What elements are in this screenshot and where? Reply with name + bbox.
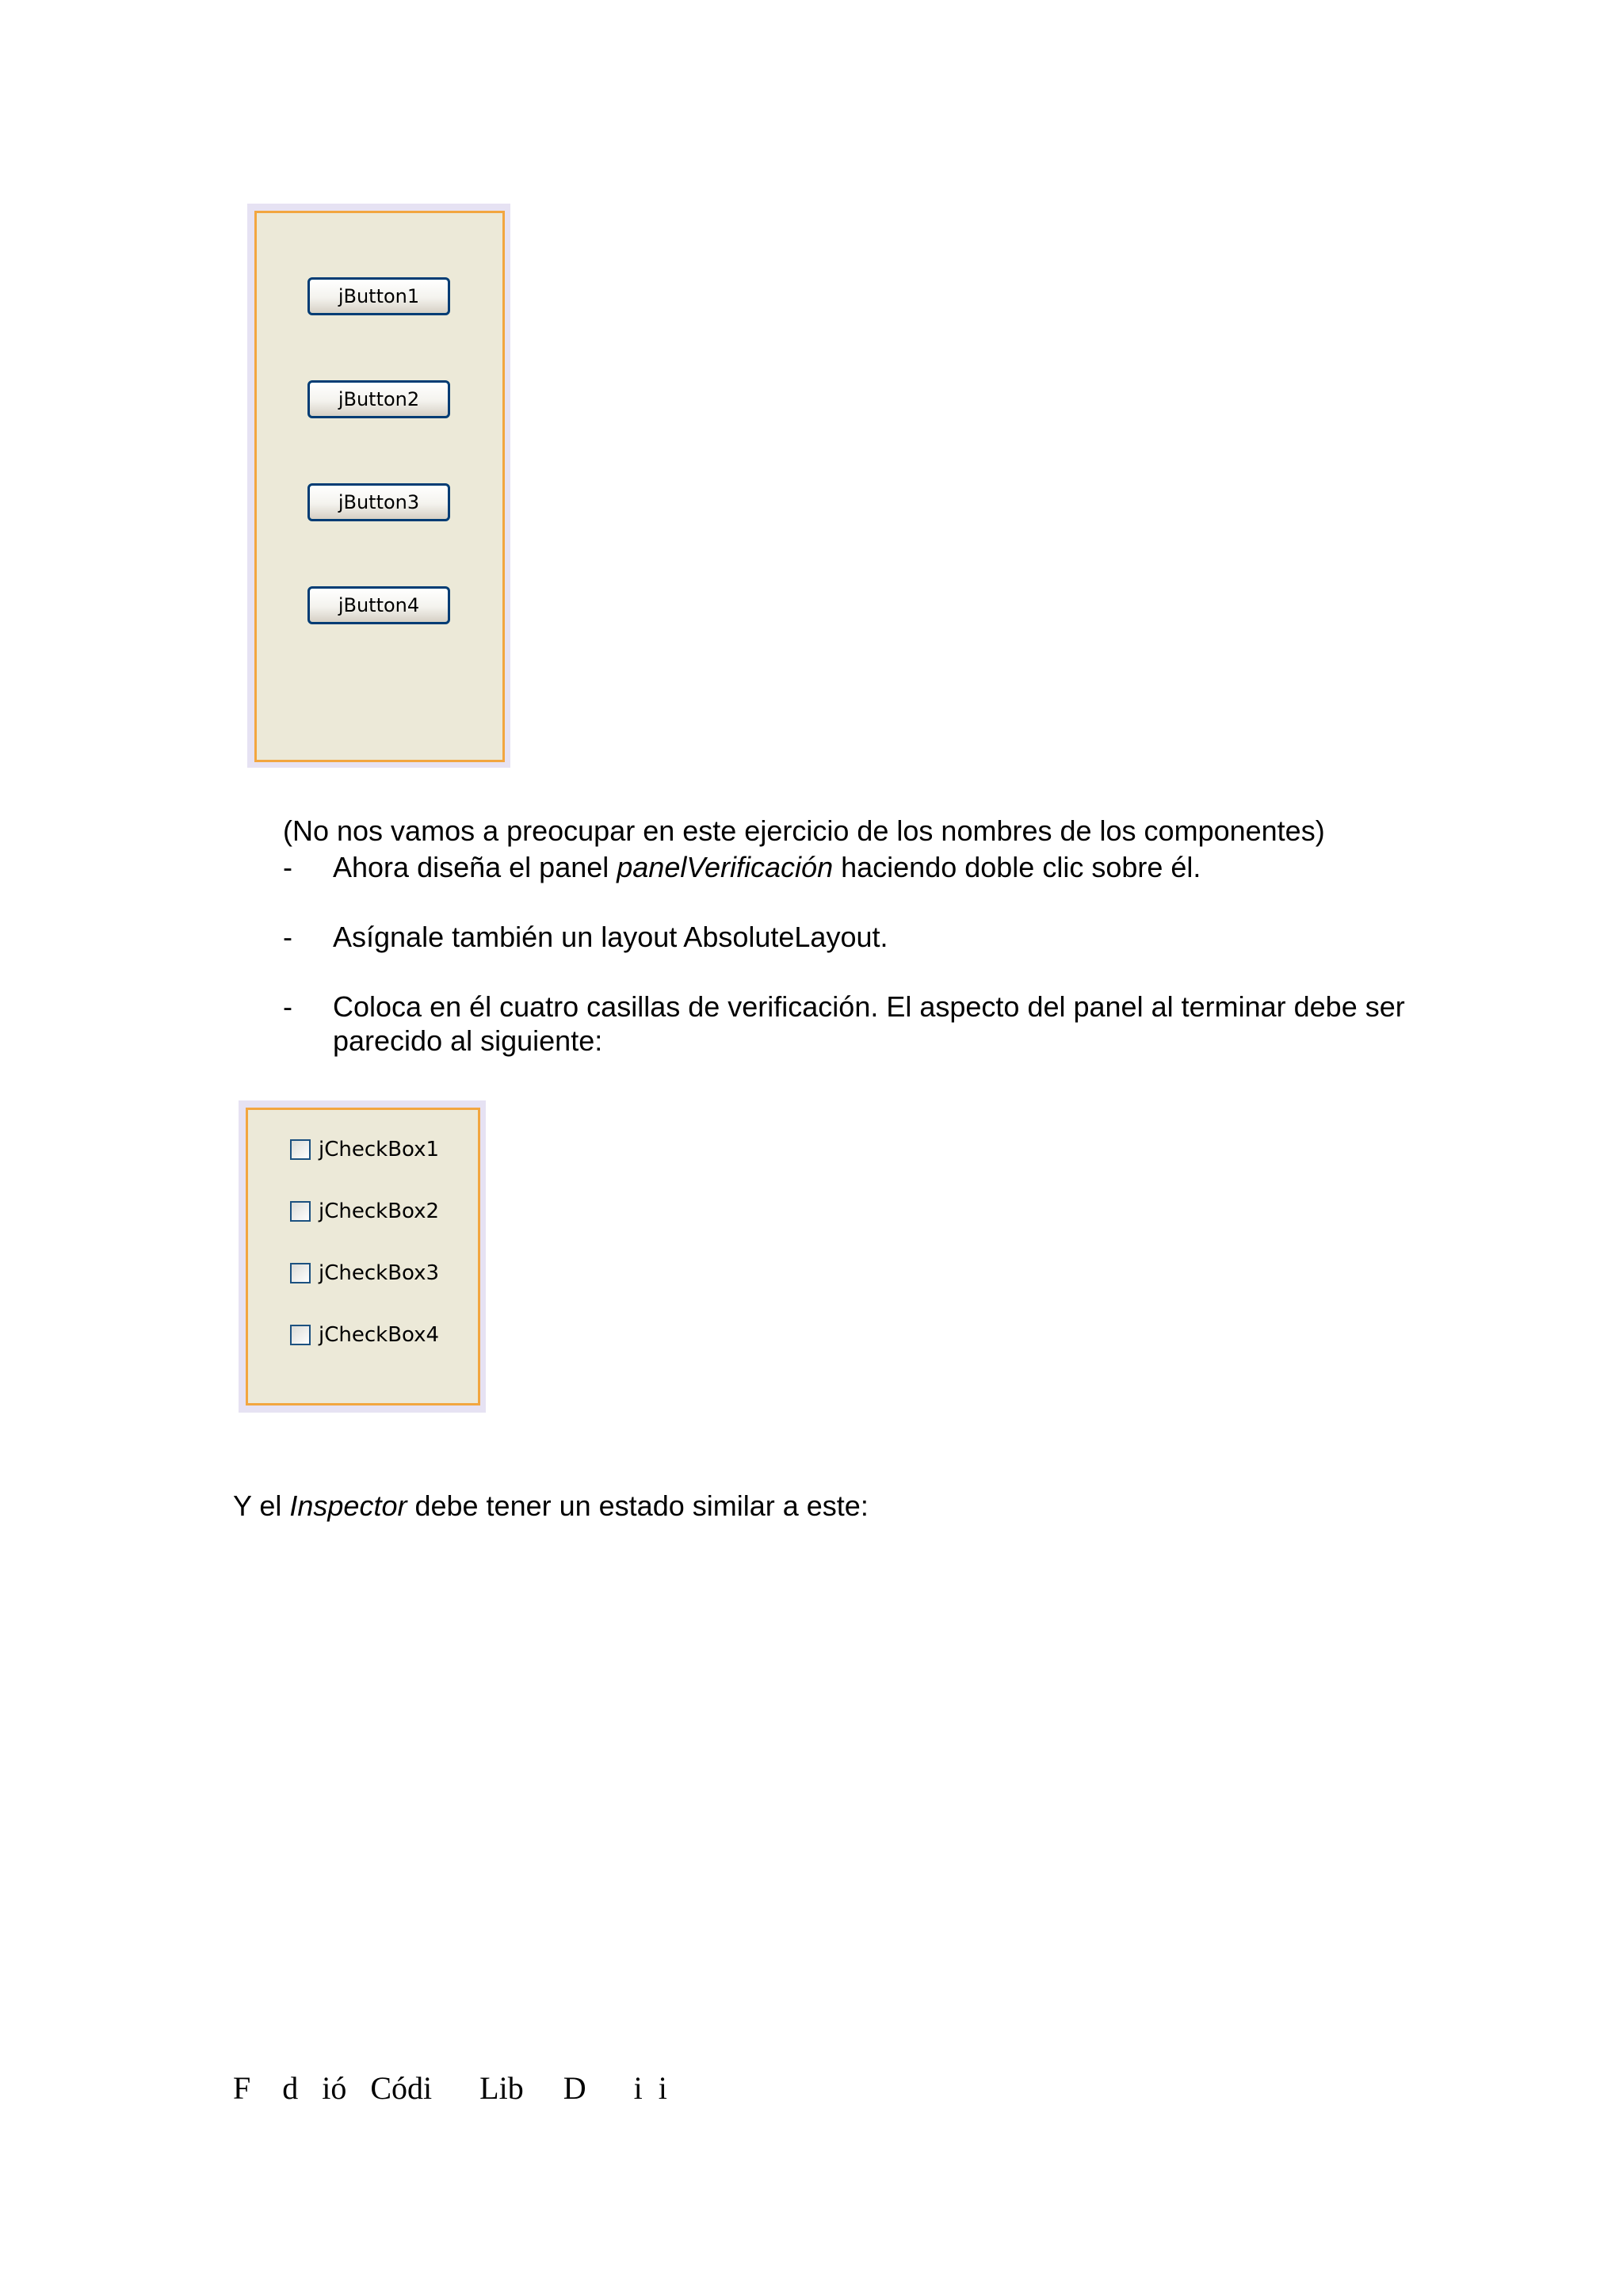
buttons-panel	[254, 211, 505, 762]
panel-name-emphasis: panelVerificación	[617, 851, 834, 883]
checkbox-label: jCheckBox3	[319, 1261, 440, 1285]
checkboxes-panel	[246, 1108, 480, 1405]
jcheckbox-4[interactable]	[290, 1321, 439, 1349]
note-paragraph: (No nos vamos a preocupar en este ejercicio de los nombres de los componentes)	[283, 814, 1325, 847]
checkbox-square[interactable]	[290, 1201, 311, 1222]
list-item-1	[333, 850, 1201, 884]
checkbox-label: jCheckBox4	[319, 1323, 440, 1347]
jbutton-3[interactable]: jButton3	[307, 483, 450, 521]
checkbox-square[interactable]	[290, 1139, 311, 1160]
checkbox-square[interactable]	[290, 1325, 311, 1345]
inspector-emphasis: Inspector	[289, 1489, 407, 1522]
page-footer: F d ió Códi Lib D i i	[233, 2070, 667, 2106]
checkbox-label: jCheckBox1	[319, 1138, 440, 1161]
checkbox-label: jCheckBox2	[319, 1199, 440, 1223]
list-item-2: Asígnale también un layout AbsoluteLayout.	[333, 921, 888, 953]
inspector-before: Y el	[233, 1489, 290, 1522]
jbutton-1[interactable]: jButton1	[307, 277, 450, 315]
list-item-1-before: Ahora diseña el panel	[333, 851, 617, 883]
list-marker-1: -	[283, 851, 292, 883]
checkboxes-panel-figure	[239, 1100, 486, 1413]
jcheckbox-2[interactable]	[290, 1197, 439, 1226]
list-item-3-line-2: parecido al siguiente:	[333, 1024, 603, 1057]
jbutton-2[interactable]: jButton2	[307, 380, 450, 418]
checkbox-square[interactable]	[290, 1263, 311, 1283]
list-item-1-after: haciendo doble clic sobre él.	[833, 851, 1201, 883]
list-marker-3: -	[283, 990, 292, 1023]
jbutton-4[interactable]: jButton4	[307, 586, 450, 624]
inspector-paragraph	[233, 1489, 869, 1523]
list-marker-2: -	[283, 921, 292, 953]
buttons-panel-figure	[247, 204, 510, 768]
inspector-after: debe tener un estado similar a este:	[407, 1489, 869, 1522]
jcheckbox-1[interactable]	[290, 1135, 439, 1164]
jcheckbox-3[interactable]	[290, 1259, 439, 1287]
list-item-3-line-1: Coloca en él cuatro casillas de verificación. El aspecto del panel al terminar debe ser	[333, 990, 1405, 1023]
